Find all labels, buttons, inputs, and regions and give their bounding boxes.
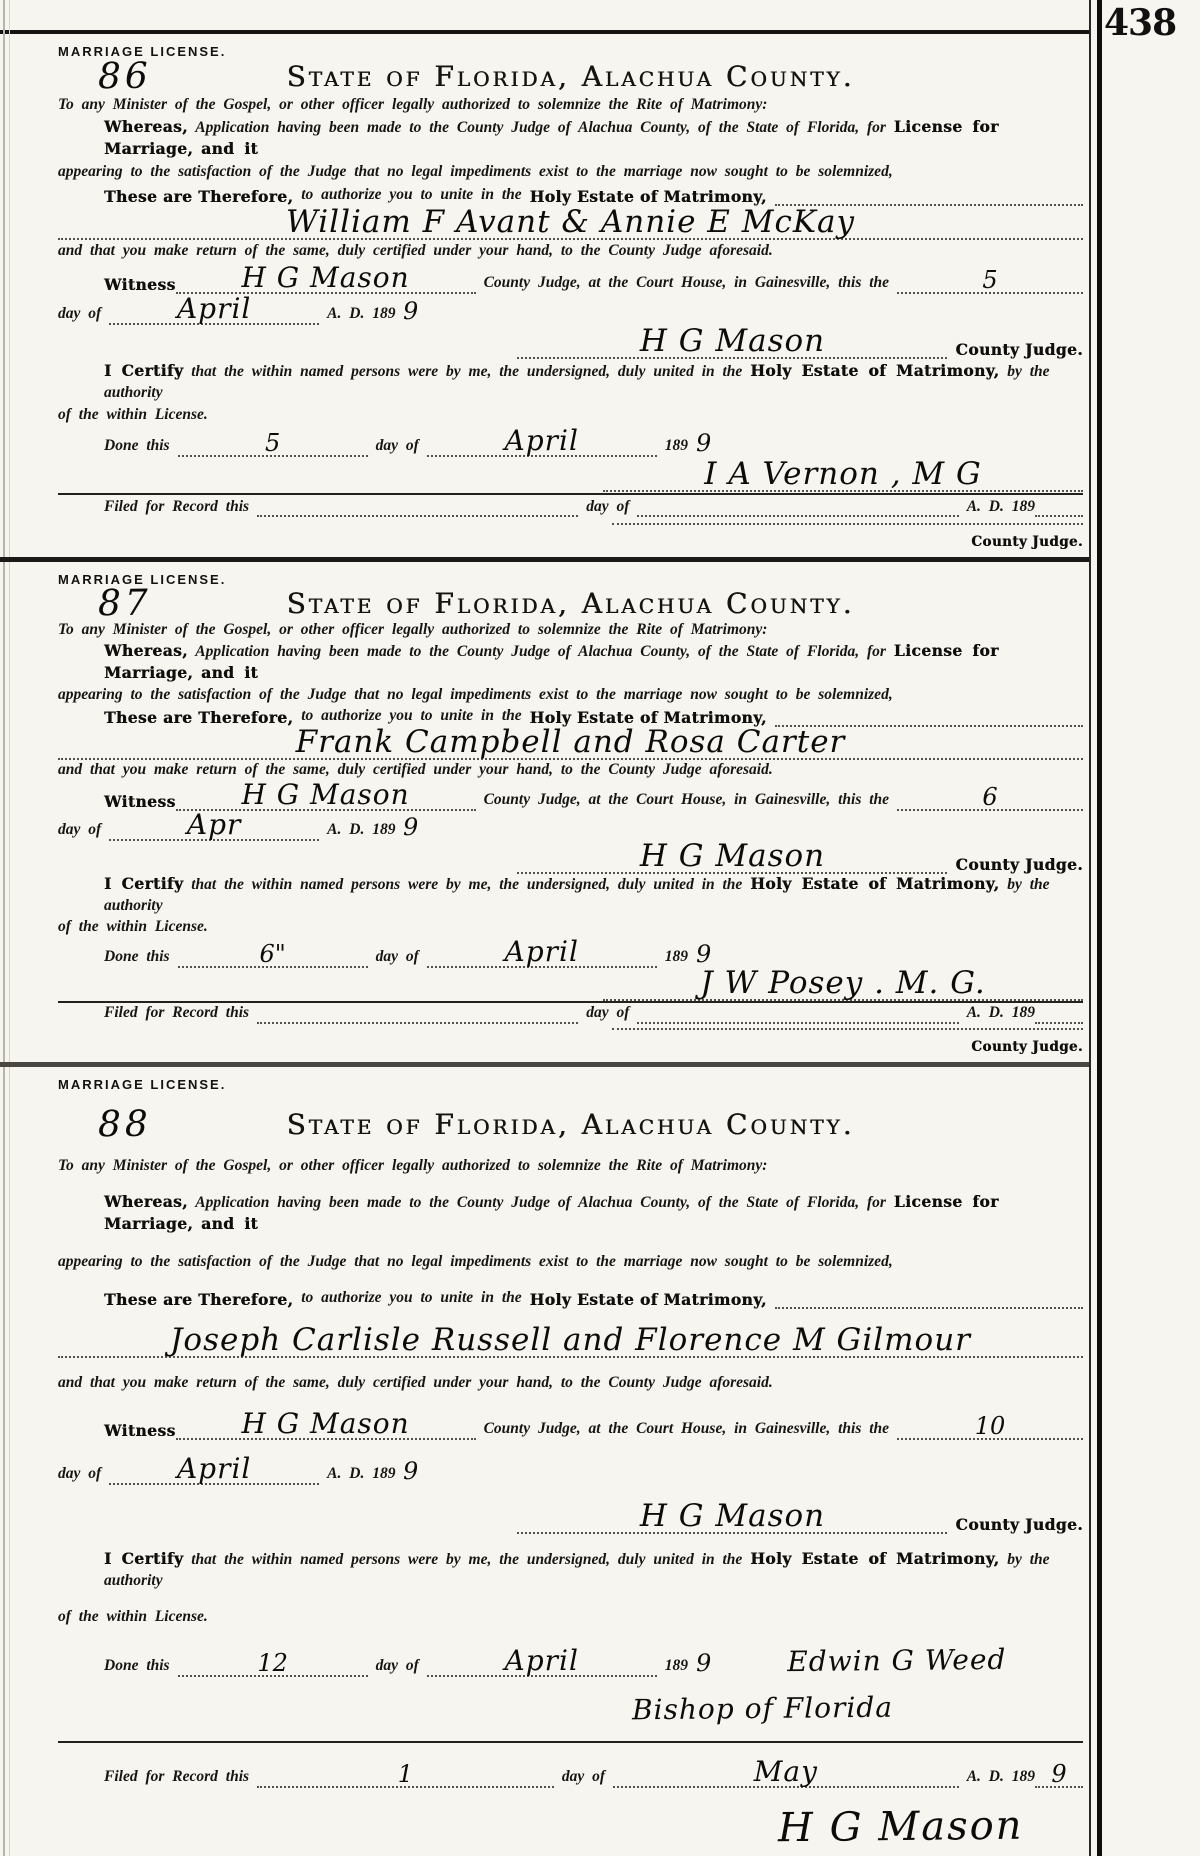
filed-ad-label: A. D. 189: [966, 1003, 1036, 1021]
authorize-line: [58, 1288, 1083, 1309]
marriage-license-record: [0, 34, 1089, 557]
whereas-line: [58, 641, 1083, 685]
county-judge-at-text: County Judge, at the Court House, in Gainesville, this the: [483, 273, 890, 291]
officiant-signature-handwriting: J W Posey . M. G.: [700, 964, 986, 1001]
done-day-handwriting: 5: [264, 429, 281, 458]
form-heading: MARRIAGE LICENSE.: [58, 1077, 227, 1092]
witness-signature-handwriting: H G Mason: [241, 1406, 410, 1440]
certify-body-text: that the within named persons were by me, the undersigned, duly united in the: [191, 1551, 743, 1569]
filed-day-of-label: day of: [561, 1768, 606, 1786]
holy-estate-words: Holy Estate of Matrimony,: [529, 707, 767, 727]
done-day-rule: [178, 1648, 368, 1677]
done-day-rule: [178, 939, 368, 968]
witness-date-line: [58, 292, 1083, 326]
witness-line: [58, 1406, 1083, 1440]
witness-day-handwriting: 10: [974, 1411, 1006, 1440]
couple-names-handwriting: Frank Campbell and Rosa Carter: [295, 723, 846, 760]
license-number: 88: [97, 1103, 153, 1145]
filed-label: Filed for Record this: [104, 1768, 250, 1786]
judge-signature-handwriting: H G Mason: [639, 837, 826, 874]
whereas-line: [58, 117, 1083, 161]
to-minister-line: To any Minister of the Gospel, or other officer legally authorized to solemnize the Rite of Matrimony:: [58, 95, 768, 113]
done-month-handwriting: April: [504, 424, 579, 458]
witness-day-rule: [897, 1411, 1083, 1440]
filed-line: [58, 497, 1083, 518]
certify-line: [58, 874, 1083, 917]
filed-ad-label: A. D. 189: [966, 1768, 1036, 1786]
couple-names-line: [58, 723, 1083, 760]
filed-line: [58, 1755, 1083, 1789]
witness-month-rule: [109, 807, 319, 841]
county-judge-label: County Judge.: [955, 340, 1083, 360]
i-certify-words: I Certify: [104, 873, 184, 893]
certify-line: [58, 361, 1083, 404]
whereas-body: Application having been made to the County Judge of Alachua County, of the State of Florida, for: [195, 643, 886, 661]
done-month-rule: [427, 424, 657, 458]
day-of-label: day of: [58, 305, 102, 323]
filed-day-handwriting: 1: [397, 1760, 414, 1789]
form-heading: MARRIAGE LICENSE.: [58, 44, 227, 59]
certify-body-text: that the within named persons were by me, the undersigned, duly united in the: [191, 362, 743, 380]
judge-signature-rule: [517, 323, 947, 360]
witness-day-rule: [897, 265, 1083, 294]
done-year-digit-handwriting: 9: [695, 1648, 712, 1677]
form-title: State of Florida, Alachua County.: [286, 587, 855, 621]
marriage-license-record: [0, 557, 1089, 1062]
county-judge-label: County Judge.: [955, 1514, 1083, 1534]
filed-label: Filed for Record this: [104, 497, 250, 515]
filed-day-of-label: day of: [586, 1003, 630, 1021]
authorize-line: [58, 185, 1083, 206]
to-authorize-text: to authorize you to unite in the: [301, 1289, 522, 1307]
witness-year-digit-handwriting: 9: [403, 812, 419, 841]
appearing-line: appearing to the satisfaction of the Judge that no legal impediments exist to the marriage now sought to be solemnized,: [58, 163, 893, 181]
done-year-digit-handwriting: 9: [695, 939, 712, 968]
these-are-therefore-words: These are Therefore,: [104, 707, 294, 727]
license-number: 87: [97, 582, 153, 625]
judge-signature-handwriting: H G Mason: [639, 323, 826, 360]
register-page: [0, 34, 1089, 1856]
footer-rule: [612, 1024, 1084, 1030]
whereas-body: Application having been made to the County Judge of Alachua County, of the State of Florida, for: [195, 1194, 886, 1212]
form-heading: MARRIAGE LICENSE.: [58, 572, 227, 587]
witness-word: Witness: [104, 1420, 176, 1440]
to-minister-line: To any Minister of the Gospel, or other officer legally authorized to solemnize the Rite of Matrimony:: [58, 621, 768, 639]
done-day-of-label: day of: [375, 437, 419, 455]
officiant-title-line: [58, 1692, 1083, 1725]
footer-county-judge-label: County Judge.: [971, 533, 1083, 550]
footer-rule: [612, 519, 1084, 525]
witness-date-line: [58, 1452, 1083, 1486]
done-this-label: Done this: [104, 947, 170, 965]
done-month-handwriting: April: [504, 1643, 579, 1677]
holy-estate-words: Holy Estate of Matrimony,: [529, 186, 767, 206]
within-license-line: of the within License.: [58, 1608, 208, 1626]
and-it-words: and it: [201, 662, 259, 682]
these-are-therefore-words: These are Therefore,: [104, 1290, 294, 1310]
filed-month-rule: [637, 515, 958, 517]
page-number: 438: [1104, 2, 1177, 44]
filed-signature-line: [58, 1804, 1083, 1850]
witness-day-rule: [897, 782, 1083, 811]
these-are-therefore-words: These are Therefore,: [104, 186, 294, 206]
filed-day-rule: [257, 1022, 578, 1024]
day-of-label: day of: [58, 820, 102, 838]
ad-189-label: A. D. 189: [327, 1465, 396, 1483]
ad-189-label: A. D. 189: [327, 305, 396, 323]
done-this-label: Done this: [104, 1656, 170, 1674]
license-for-marriage-words: License for Marriage,: [104, 1192, 999, 1234]
filed-signature-handwriting: H G Mason: [777, 1802, 1024, 1852]
done-line: [58, 1644, 1083, 1677]
witness-month-handwriting: April: [176, 1452, 252, 1486]
witness-month-handwriting: Apr: [186, 807, 242, 841]
couple-names-rule: [58, 1321, 1083, 1358]
and-it-words: and it: [201, 139, 259, 159]
whereas-line: [58, 1192, 1083, 1236]
witness-signature-handwriting: H G Mason: [241, 777, 410, 811]
filed-day-of-label: day of: [586, 497, 630, 515]
form-title: State of Florida, Alachua County.: [286, 1107, 855, 1141]
filed-label: Filed for Record this: [104, 1003, 250, 1021]
filed-month-handwriting: May: [753, 1755, 818, 1789]
witness-month-rule: [109, 292, 319, 326]
judge-signature-rule: [517, 837, 947, 874]
i-certify-words: I Certify: [104, 1549, 184, 1569]
done-month-handwriting: April: [504, 934, 579, 968]
license-number: 86: [97, 56, 153, 98]
couple-names-rule: [58, 203, 1083, 240]
whereas-word: Whereas,: [104, 641, 188, 661]
done-day-of-label: day of: [375, 1656, 419, 1674]
footer-county-judge-label: County Judge.: [971, 1038, 1083, 1055]
within-license-line: of the within License.: [58, 406, 208, 424]
and-it-words: and it: [201, 1214, 259, 1234]
filed-month-rule: [613, 1755, 959, 1789]
license-for-marriage-words: License for Marriage,: [104, 117, 999, 159]
return-line: and that you make return of the same, duly certified under your hand, to the County Judge aforesaid.: [58, 760, 773, 778]
certify-body-text: that the within named persons were by me, the undersigned, duly united in the: [191, 875, 743, 893]
officiant-signature-line: [58, 455, 1083, 492]
witness-year-digit-handwriting: 9: [403, 1456, 419, 1486]
blank-leader: [775, 1307, 1083, 1309]
scan-right-border-inner: [1089, 0, 1091, 1856]
to-authorize-text: to authorize you to unite in the: [301, 706, 522, 724]
witness-signature-rule: [176, 777, 476, 811]
footer-county-judge: [612, 1024, 1084, 1056]
done-day-rule: [178, 431, 368, 457]
couple-names-handwriting: Joseph Carlisle Russell and Florence M Gilmour: [170, 1321, 971, 1358]
judge-signature-line: [58, 323, 1083, 360]
holy-estate-words-2: Holy Estate of Matrimony,: [750, 873, 1000, 893]
record-header: [58, 56, 1083, 98]
record-divider-rule: [58, 493, 1083, 495]
witness-day-handwriting: 6: [982, 782, 998, 811]
officiant-signature-inline-handwriting: Edwin G Weed: [787, 1642, 1007, 1678]
filed-year-rule: [1035, 515, 1083, 517]
done-day-of-label: day of: [375, 947, 419, 965]
witness-day-handwriting: 5: [982, 265, 998, 294]
filed-year-digit-handwriting: 9: [1051, 1760, 1067, 1789]
filed-ad-label: A. D. 189: [966, 497, 1036, 515]
witness-signature-rule: [176, 260, 476, 294]
officiant-signature-handwriting: I A Vernon , M G: [704, 455, 982, 492]
appearing-line: appearing to the satisfaction of the Judge that no legal impediments exist to the marriage now sought to be solemnized,: [58, 1252, 893, 1270]
officiant-title-handwriting: Bishop of Florida: [631, 1690, 894, 1727]
county-judge-label: County Judge.: [955, 854, 1083, 874]
witness-word: Witness: [104, 274, 176, 294]
filed-line: [58, 1003, 1083, 1024]
witness-month-handwriting: April: [176, 292, 252, 326]
to-authorize-text: to authorize you to unite in the: [301, 185, 522, 203]
whereas-word: Whereas,: [104, 117, 188, 137]
appearing-line: appearing to the satisfaction of the Judge that no legal impediments exist to the marriage now sought to be solemnized,: [58, 685, 893, 703]
whereas-word: Whereas,: [104, 1192, 188, 1212]
officiant-signature-line: [58, 964, 1083, 1001]
done-day-handwriting: 12: [257, 1648, 288, 1677]
ad-189-label: A. D. 189: [327, 820, 396, 838]
within-license-line: of the within License.: [58, 917, 208, 935]
done-year-label: 189: [664, 947, 689, 965]
record-divider-rule: [58, 1741, 1083, 1743]
marriage-license-record: [0, 1062, 1089, 1856]
done-this-label: Done this: [104, 437, 170, 455]
witness-signature-rule: [176, 1406, 476, 1440]
judge-signature-line: [58, 837, 1083, 874]
witness-date-line: [58, 807, 1083, 841]
filed-year-rule: [1035, 1762, 1083, 1788]
whereas-body: Application having been made to the County Judge of Alachua County, of the State of Florida, for: [195, 119, 886, 137]
witness-signature-handwriting: H G Mason: [241, 260, 410, 294]
form-title: State of Florida, Alachua County.: [286, 60, 855, 94]
officiant-signature-rule: [603, 964, 1083, 1001]
couple-names-rule: [58, 723, 1083, 760]
done-year-label: 189: [664, 437, 689, 455]
return-line: and that you make return of the same, duly certified under your hand, to the County Judge aforesaid.: [58, 242, 773, 260]
couple-names-line: [58, 1321, 1083, 1358]
judge-signature-rule: [517, 1497, 947, 1534]
witness-month-rule: [109, 1452, 319, 1486]
county-judge-at-text: County Judge, at the Court House, in Gainesville, this the: [483, 790, 890, 808]
by-authority-text: by the authority: [104, 362, 1050, 401]
return-line: and that you make return of the same, duly certified under your hand, to the County Judge aforesaid.: [58, 1374, 773, 1392]
holy-estate-words-2: Holy Estate of Matrimony,: [750, 1549, 1000, 1569]
holy-estate-words: Holy Estate of Matrimony,: [529, 1290, 767, 1310]
done-day-handwriting: 6": [259, 939, 286, 968]
done-month-rule: [427, 1643, 657, 1677]
witness-line: [58, 777, 1083, 811]
footer-county-judge: [612, 519, 1084, 551]
done-year-digit-handwriting: 9: [695, 429, 712, 458]
couple-names-line: [58, 203, 1083, 240]
day-of-label: day of: [58, 1465, 102, 1483]
filed-day-rule: [257, 515, 578, 517]
holy-estate-words-2: Holy Estate of Matrimony,: [750, 360, 1000, 380]
witness-line: [58, 260, 1083, 294]
scan-right-border: [1097, 0, 1102, 1856]
done-year-label: 189: [664, 1656, 689, 1674]
judge-signature-line: [58, 1497, 1083, 1534]
by-authority-text: by the authority: [104, 875, 1050, 914]
done-line: [58, 424, 1083, 458]
officiant-signature-rule: [603, 455, 1083, 492]
couple-names-handwriting: William F Avant & Annie E McKay: [285, 203, 856, 240]
done-line: [58, 934, 1083, 968]
witness-year-digit-handwriting: 9: [403, 296, 419, 326]
county-judge-at-text: County Judge, at the Court House, in Gainesville, this the: [483, 1419, 890, 1437]
record-header: [58, 1103, 1083, 1145]
i-certify-words: I Certify: [104, 360, 184, 380]
to-minister-line: To any Minister of the Gospel, or other officer legally authorized to solemnize the Rite of Matrimony:: [58, 1157, 768, 1174]
filed-day-rule: [257, 1762, 554, 1788]
done-month-rule: [427, 934, 657, 968]
by-authority-text: by the authority: [104, 1551, 1050, 1589]
license-for-marriage-words: License for Marriage,: [104, 641, 999, 682]
witness-word: Witness: [104, 791, 176, 811]
record-header: [58, 582, 1083, 625]
certify-line: [58, 1549, 1083, 1592]
judge-signature-handwriting: H G Mason: [639, 1497, 826, 1534]
